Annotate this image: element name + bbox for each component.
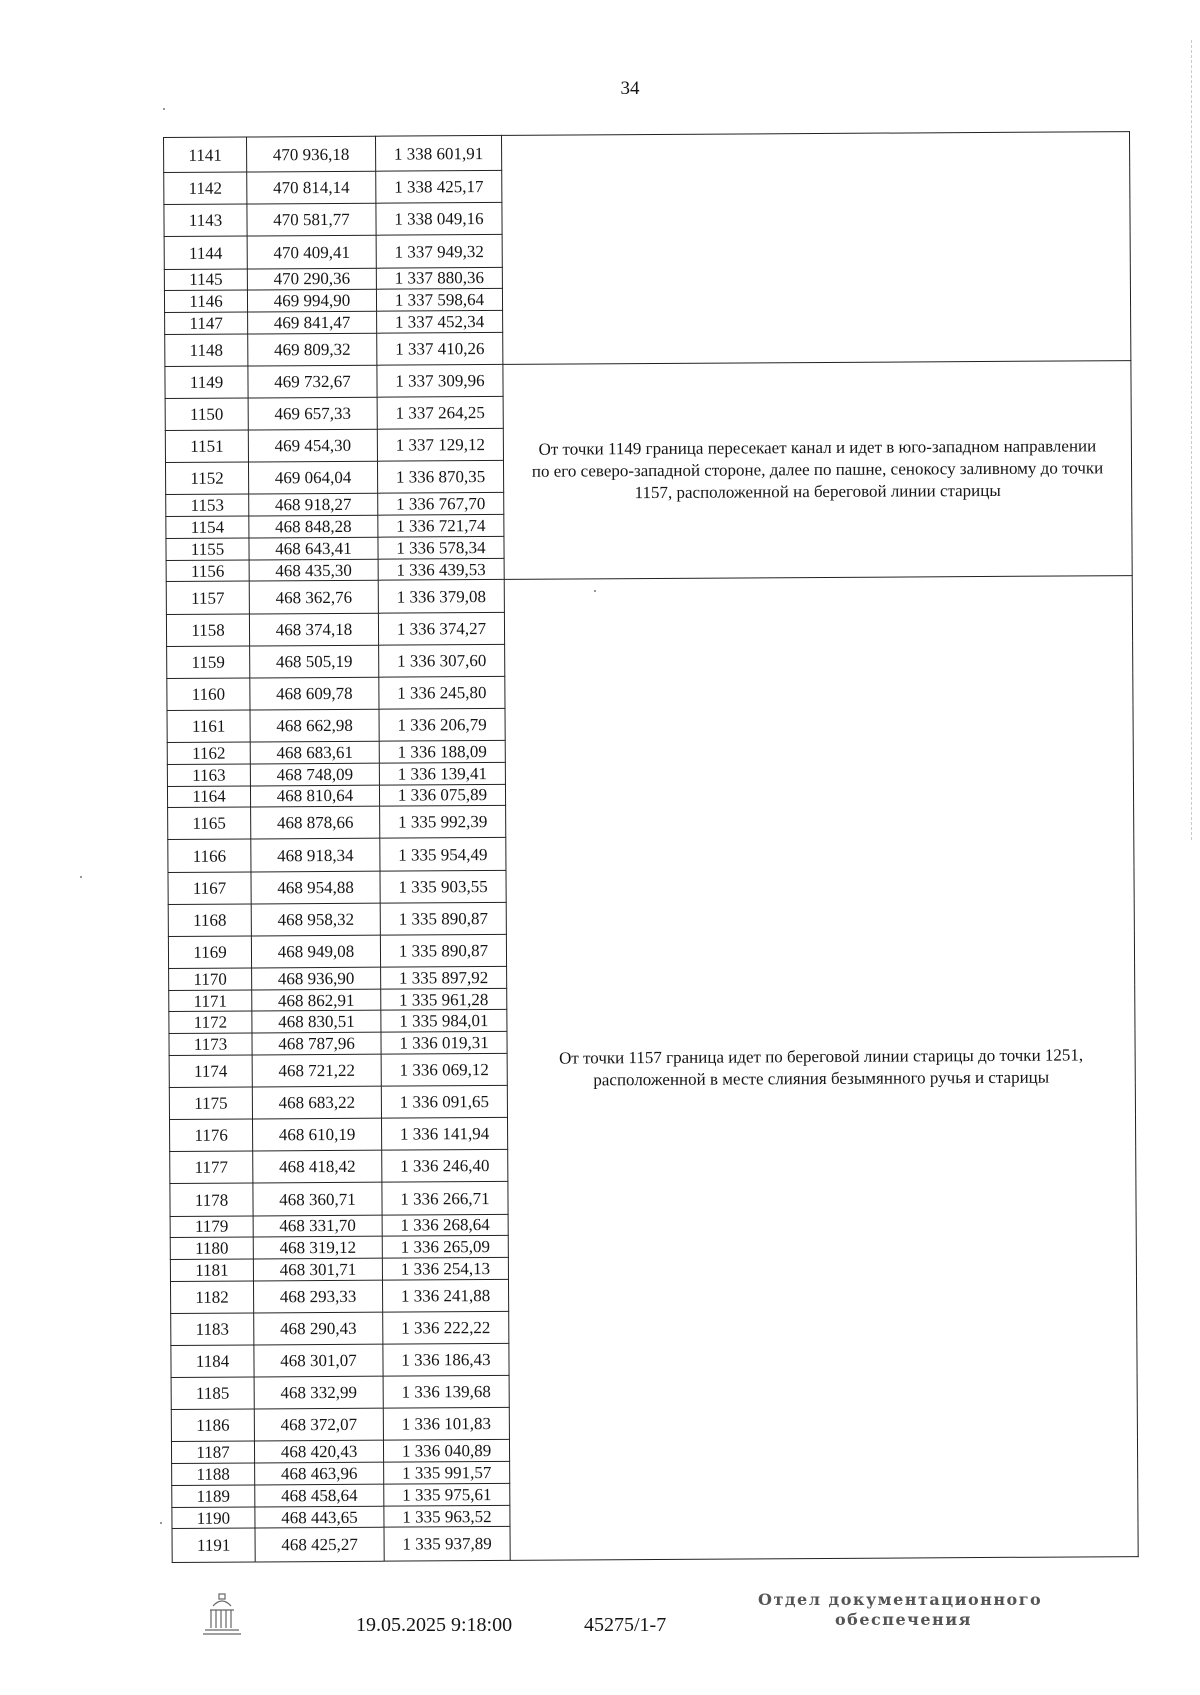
x-coordinate-cell: 468 463,96: [255, 1462, 384, 1485]
x-coordinate-cell: 468 958,32: [251, 903, 380, 936]
x-coordinate-cell: 468 425,27: [255, 1528, 384, 1562]
x-coordinate-cell: 468 954,88: [251, 871, 380, 904]
point-number-cell: 1191: [172, 1528, 255, 1562]
point-number-cell: 1172: [169, 1011, 252, 1033]
x-coordinate-cell: 468 420,43: [254, 1441, 383, 1464]
point-number-cell: 1143: [164, 204, 247, 237]
point-number-cell: 1153: [166, 494, 249, 516]
x-coordinate-cell: 470 409,41: [247, 236, 376, 269]
table-row: [165, 361, 1131, 399]
y-coordinate-cell: 1 336 246,40: [382, 1150, 508, 1183]
x-coordinate-cell: 469 064,04: [248, 462, 377, 495]
point-number-cell: 1154: [166, 516, 249, 538]
point-number-cell: 1159: [167, 646, 250, 679]
point-number-cell: 1173: [169, 1033, 252, 1055]
x-coordinate-cell: 470 290,36: [247, 268, 376, 291]
point-number-cell: 1182: [170, 1281, 253, 1314]
y-coordinate-cell: 1 336 379,08: [378, 580, 504, 613]
y-coordinate-cell: 1 337 129,12: [377, 429, 503, 462]
y-coordinate-cell: 1 336 241,88: [382, 1279, 508, 1312]
point-number-cell: 1186: [171, 1409, 254, 1442]
y-coordinate-cell: 1 338 425,17: [376, 171, 502, 204]
y-coordinate-cell: 1 337 949,32: [376, 235, 502, 268]
point-number-cell: 1150: [165, 398, 248, 431]
x-coordinate-cell: 468 878,66: [251, 807, 380, 840]
point-number-cell: 1190: [172, 1507, 255, 1529]
x-coordinate-cell: 468 609,78: [250, 677, 379, 710]
x-coordinate-cell: 469 809,32: [248, 333, 377, 366]
y-coordinate-cell: 1 335 975,61: [384, 1483, 510, 1506]
x-coordinate-cell: 468 643,41: [249, 537, 378, 560]
y-coordinate-cell: 1 336 206,79: [379, 708, 505, 741]
y-coordinate-cell: 1 336 040,89: [383, 1440, 509, 1463]
point-number-cell: 1168: [168, 904, 251, 937]
point-number-cell: 1155: [166, 538, 249, 560]
y-coordinate-cell: 1 336 265,09: [382, 1236, 508, 1259]
y-coordinate-cell: 1 336 188,09: [379, 741, 505, 764]
y-coordinate-cell: 1 335 937,89: [384, 1527, 510, 1561]
x-coordinate-cell: 470 581,77: [247, 204, 376, 237]
scan-speck: [163, 108, 165, 110]
x-coordinate-cell: 468 830,51: [252, 1011, 381, 1034]
y-coordinate-cell: 1 336 101,83: [383, 1408, 509, 1441]
y-coordinate-cell: 1 337 264,25: [377, 397, 503, 430]
y-coordinate-cell: 1 335 992,39: [380, 806, 506, 839]
point-number-cell: 1169: [168, 936, 251, 969]
y-coordinate-cell: 1 335 991,57: [384, 1462, 510, 1485]
y-coordinate-cell: 1 336 307,60: [379, 644, 505, 677]
scan-speck: [160, 1522, 162, 1524]
x-coordinate-cell: 468 458,64: [255, 1484, 384, 1507]
footer-doc-number: 45275/1-7: [584, 1614, 667, 1636]
y-coordinate-cell: 1 336 075,89: [379, 784, 505, 807]
x-coordinate-cell: 468 435,30: [249, 559, 378, 582]
x-coordinate-cell: 468 748,09: [250, 763, 379, 786]
point-number-cell: 1158: [166, 614, 249, 647]
point-number-cell: 1178: [170, 1183, 253, 1216]
table-row: [164, 132, 1130, 173]
point-number-cell: 1163: [167, 764, 250, 786]
x-coordinate-cell: 470 814,14: [247, 171, 376, 204]
point-number-cell: 1164: [167, 786, 250, 808]
y-coordinate-cell: 1 336 186,43: [383, 1344, 509, 1377]
y-coordinate-cell: 1 336 139,68: [383, 1376, 509, 1409]
point-number-cell: 1166: [168, 839, 251, 872]
point-number-cell: 1149: [165, 366, 248, 399]
x-coordinate-cell: 468 418,42: [253, 1151, 382, 1184]
y-coordinate-cell: 1 336 141,94: [381, 1118, 507, 1151]
point-number-cell: 1148: [165, 334, 248, 367]
footer-date: 19.05.2025 9:18:00: [356, 1614, 513, 1636]
x-coordinate-cell: 468 848,28: [249, 515, 378, 538]
y-coordinate-cell: 1 335 954,49: [380, 838, 506, 871]
point-number-cell: 1161: [167, 710, 250, 743]
y-coordinate-cell: 1 336 139,41: [379, 762, 505, 785]
x-coordinate-cell: 468 362,76: [249, 581, 378, 614]
y-coordinate-cell: 1 335 890,87: [380, 934, 506, 967]
x-coordinate-cell: 468 374,18: [249, 613, 378, 646]
point-number-cell: 1179: [170, 1216, 253, 1238]
page-number: 34: [620, 78, 640, 99]
boundary-description-cell: [501, 132, 1130, 365]
coordinates-table-body: [164, 132, 1139, 1563]
y-coordinate-cell: 1 335 984,01: [381, 1010, 507, 1033]
y-coordinate-cell: 1 335 890,87: [380, 902, 506, 935]
y-coordinate-cell: 1 337 452,34: [377, 311, 503, 334]
x-coordinate-cell: 468 683,22: [252, 1086, 381, 1119]
y-coordinate-cell: 1 336 268,64: [382, 1214, 508, 1237]
point-number-cell: 1177: [170, 1151, 253, 1184]
point-number-cell: 1175: [169, 1087, 252, 1120]
y-coordinate-cell: 1 336 439,53: [378, 558, 504, 581]
x-coordinate-cell: 468 360,71: [253, 1183, 382, 1216]
x-coordinate-cell: 468 319,12: [253, 1237, 382, 1260]
x-coordinate-cell: 468 332,99: [254, 1376, 383, 1409]
boundary-description-cell: От точки 1157 граница идет по береговой линии старицы до точки 1251, расположенной в месте слияния безымянного ручья и старицы: [504, 576, 1138, 1560]
y-coordinate-cell: 1 337 598,64: [376, 289, 502, 312]
x-coordinate-cell: 469 732,67: [248, 365, 377, 398]
x-coordinate-cell: 468 810,64: [250, 785, 379, 808]
point-number-cell: 1188: [172, 1463, 255, 1485]
x-coordinate-cell: 469 841,47: [248, 311, 377, 334]
x-coordinate-cell: 468 787,96: [252, 1032, 381, 1055]
x-coordinate-cell: 468 301,07: [254, 1344, 383, 1377]
point-number-cell: 1165: [168, 807, 251, 840]
x-coordinate-cell: 470 936,18: [247, 136, 376, 172]
point-number-cell: 1151: [165, 430, 248, 463]
x-coordinate-cell: 468 862,91: [252, 989, 381, 1012]
y-coordinate-cell: 1 336 870,35: [377, 461, 503, 494]
point-number-cell: 1156: [166, 560, 249, 582]
y-coordinate-cell: 1 336 578,34: [378, 536, 504, 559]
y-coordinate-cell: 1 338 049,16: [376, 203, 502, 236]
point-number-cell: 1174: [169, 1055, 252, 1088]
stamp-line-2: обеспечения: [835, 1610, 972, 1629]
point-number-cell: 1147: [165, 312, 248, 334]
x-coordinate-cell: 468 918,27: [249, 494, 378, 517]
scan-speck: [80, 876, 82, 878]
x-coordinate-cell: 468 301,71: [253, 1258, 382, 1281]
y-coordinate-cell: 1 335 961,28: [381, 988, 507, 1011]
scan-edge-artifact: [1191, 40, 1194, 840]
y-coordinate-cell: 1 337 880,36: [376, 267, 502, 290]
y-coordinate-cell: 1 335 897,92: [381, 966, 507, 989]
point-number-cell: 1160: [167, 678, 250, 711]
y-coordinate-cell: 1 336 266,71: [382, 1182, 508, 1215]
scan-speck: [594, 590, 596, 592]
y-coordinate-cell: 1 337 309,96: [377, 364, 503, 397]
table-row: [166, 576, 1132, 614]
x-coordinate-cell: 469 657,33: [248, 397, 377, 430]
boundary-description-cell: От точки 1149 граница пересекает канал и идет в юго-западном направлении по его северо-западной стороне, далее по пашне, сенокосу заливному до точки 1157, расположенной на береговой линии старицы: [503, 361, 1132, 580]
y-coordinate-cell: 1 337 410,26: [377, 332, 503, 365]
coordinates-table: [163, 131, 1139, 1563]
point-number-cell: 1171: [169, 990, 252, 1012]
x-coordinate-cell: 468 683,61: [250, 741, 379, 764]
y-coordinate-cell: 1 336 019,31: [381, 1032, 507, 1055]
y-coordinate-cell: 1 336 245,80: [379, 676, 505, 709]
x-coordinate-cell: 468 331,70: [253, 1215, 382, 1238]
point-number-cell: 1185: [171, 1377, 254, 1410]
stamp-line-1: Отдел документационного: [758, 1590, 1043, 1609]
x-coordinate-cell: 468 721,22: [252, 1054, 381, 1087]
y-coordinate-cell: 1 336 069,12: [381, 1053, 507, 1086]
point-number-cell: 1189: [172, 1485, 255, 1507]
point-number-cell: 1162: [167, 742, 250, 764]
point-number-cell: 1157: [166, 581, 249, 614]
point-number-cell: 1170: [169, 968, 252, 990]
y-coordinate-cell: 1 336 091,65: [381, 1086, 507, 1119]
x-coordinate-cell: 468 918,34: [251, 839, 380, 872]
x-coordinate-cell: 468 662,98: [250, 709, 379, 742]
point-number-cell: 1142: [164, 172, 247, 205]
x-coordinate-cell: 468 290,43: [254, 1312, 383, 1345]
x-coordinate-cell: 468 936,90: [252, 967, 381, 990]
x-coordinate-cell: 469 454,30: [248, 429, 377, 462]
y-coordinate-cell: 1 338 601,91: [375, 135, 501, 171]
x-coordinate-cell: 468 610,19: [253, 1118, 382, 1151]
point-number-cell: 1145: [164, 269, 247, 291]
point-number-cell: 1144: [164, 236, 247, 269]
x-coordinate-cell: 468 505,19: [250, 645, 379, 678]
point-number-cell: 1187: [171, 1441, 254, 1463]
y-coordinate-cell: 1 335 963,52: [384, 1505, 510, 1528]
point-number-cell: 1167: [168, 872, 251, 905]
point-number-cell: 1146: [164, 290, 247, 312]
point-number-cell: 1181: [170, 1259, 253, 1281]
y-coordinate-cell: 1 336 374,27: [378, 612, 504, 645]
y-coordinate-cell: 1 335 903,55: [380, 870, 506, 903]
y-coordinate-cell: 1 336 254,13: [382, 1258, 508, 1281]
x-coordinate-cell: 468 293,33: [253, 1280, 382, 1313]
x-coordinate-cell: 468 443,65: [255, 1506, 384, 1529]
x-coordinate-cell: 468 949,08: [251, 935, 380, 968]
y-coordinate-cell: 1 336 767,70: [378, 493, 504, 516]
point-number-cell: 1180: [170, 1237, 253, 1259]
point-number-cell: 1141: [164, 137, 247, 173]
y-coordinate-cell: 1 336 721,74: [378, 515, 504, 538]
point-number-cell: 1183: [171, 1313, 254, 1346]
y-coordinate-cell: 1 336 222,22: [383, 1311, 509, 1344]
point-number-cell: 1152: [165, 462, 248, 495]
point-number-cell: 1184: [171, 1345, 254, 1378]
point-number-cell: 1176: [170, 1119, 253, 1152]
emblem-icon: [200, 1592, 244, 1638]
x-coordinate-cell: 468 372,07: [254, 1409, 383, 1442]
x-coordinate-cell: 469 994,90: [247, 290, 376, 313]
